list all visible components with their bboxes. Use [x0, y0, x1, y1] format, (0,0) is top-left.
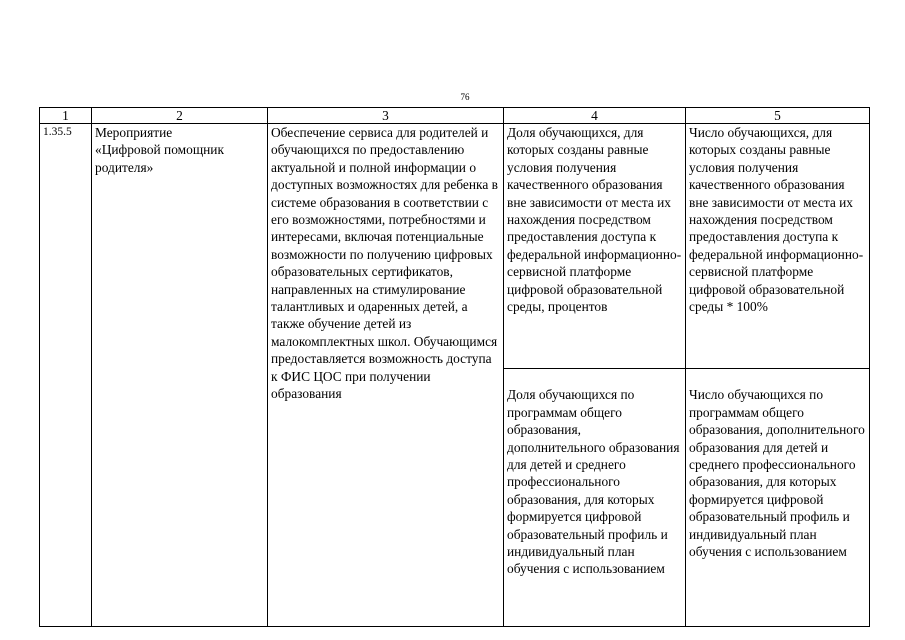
header-cell-4: 4 [504, 108, 686, 124]
indicator-name-text: Доля обучающихся по программам общего образования, дополнительного образования для детей и среднего профессионального образования, для которых формируется цифровой образовательный профиль и индивидуальный план обучения с использованием [507, 387, 680, 577]
data-table [39, 107, 870, 627]
indicator-formula-cell [686, 369, 870, 627]
indicator-formula-text: Число обучающихся по программам общего образования, дополнительного образования для детей и среднего профессионального образования, для которых формируется цифровой образовательный профиль и индивидуальный план обучения с использованием [689, 387, 865, 560]
row-number-cell: 1.35.5 [40, 124, 92, 627]
indicator-name-cell [504, 369, 686, 627]
page-number: 76 [460, 92, 470, 102]
indicator-formula-cell: Число обучающихся, для которых созданы равные условия получения качественного образования вне зависимости от места их нахождения посредством предоставления доступа к федеральной информационно-сервисной платформе цифровой образовательной среды * 100% [686, 124, 870, 369]
header-cell-1: 1 [40, 108, 92, 124]
header-cell-3: 3 [268, 108, 504, 124]
header-cell-2: 2 [92, 108, 268, 124]
event-name-cell: Мероприятие «Цифровой помощник родителя» [92, 124, 268, 627]
description-cell: Обеспечение сервиса для родителей и обучающихся по предоставлению актуальной и полной информации о доступных возможностях для ребенка в системе образования в соответствии с его возможностями, потребностями и интересами, включая потенциальные возможности по получению цифровых образовательных сертификатов, направленных на стимулирование талантливых и одаренных детей, а также обучение детей из малокомплектных школ. Обучающимся предоставляется возможность доступа к ФИС ЦОС при получении образования [268, 124, 504, 627]
table-row [40, 124, 870, 369]
header-cell-5: 5 [686, 108, 870, 124]
table-header-row [40, 108, 870, 124]
indicator-name-cell: Доля обучающихся, для которых созданы равные условия получения качественного образования вне зависимости от места их нахождения посредством предоставления доступа к федеральной информационно-сервисной платформе цифровой образовательной среды, процентов [504, 124, 686, 369]
